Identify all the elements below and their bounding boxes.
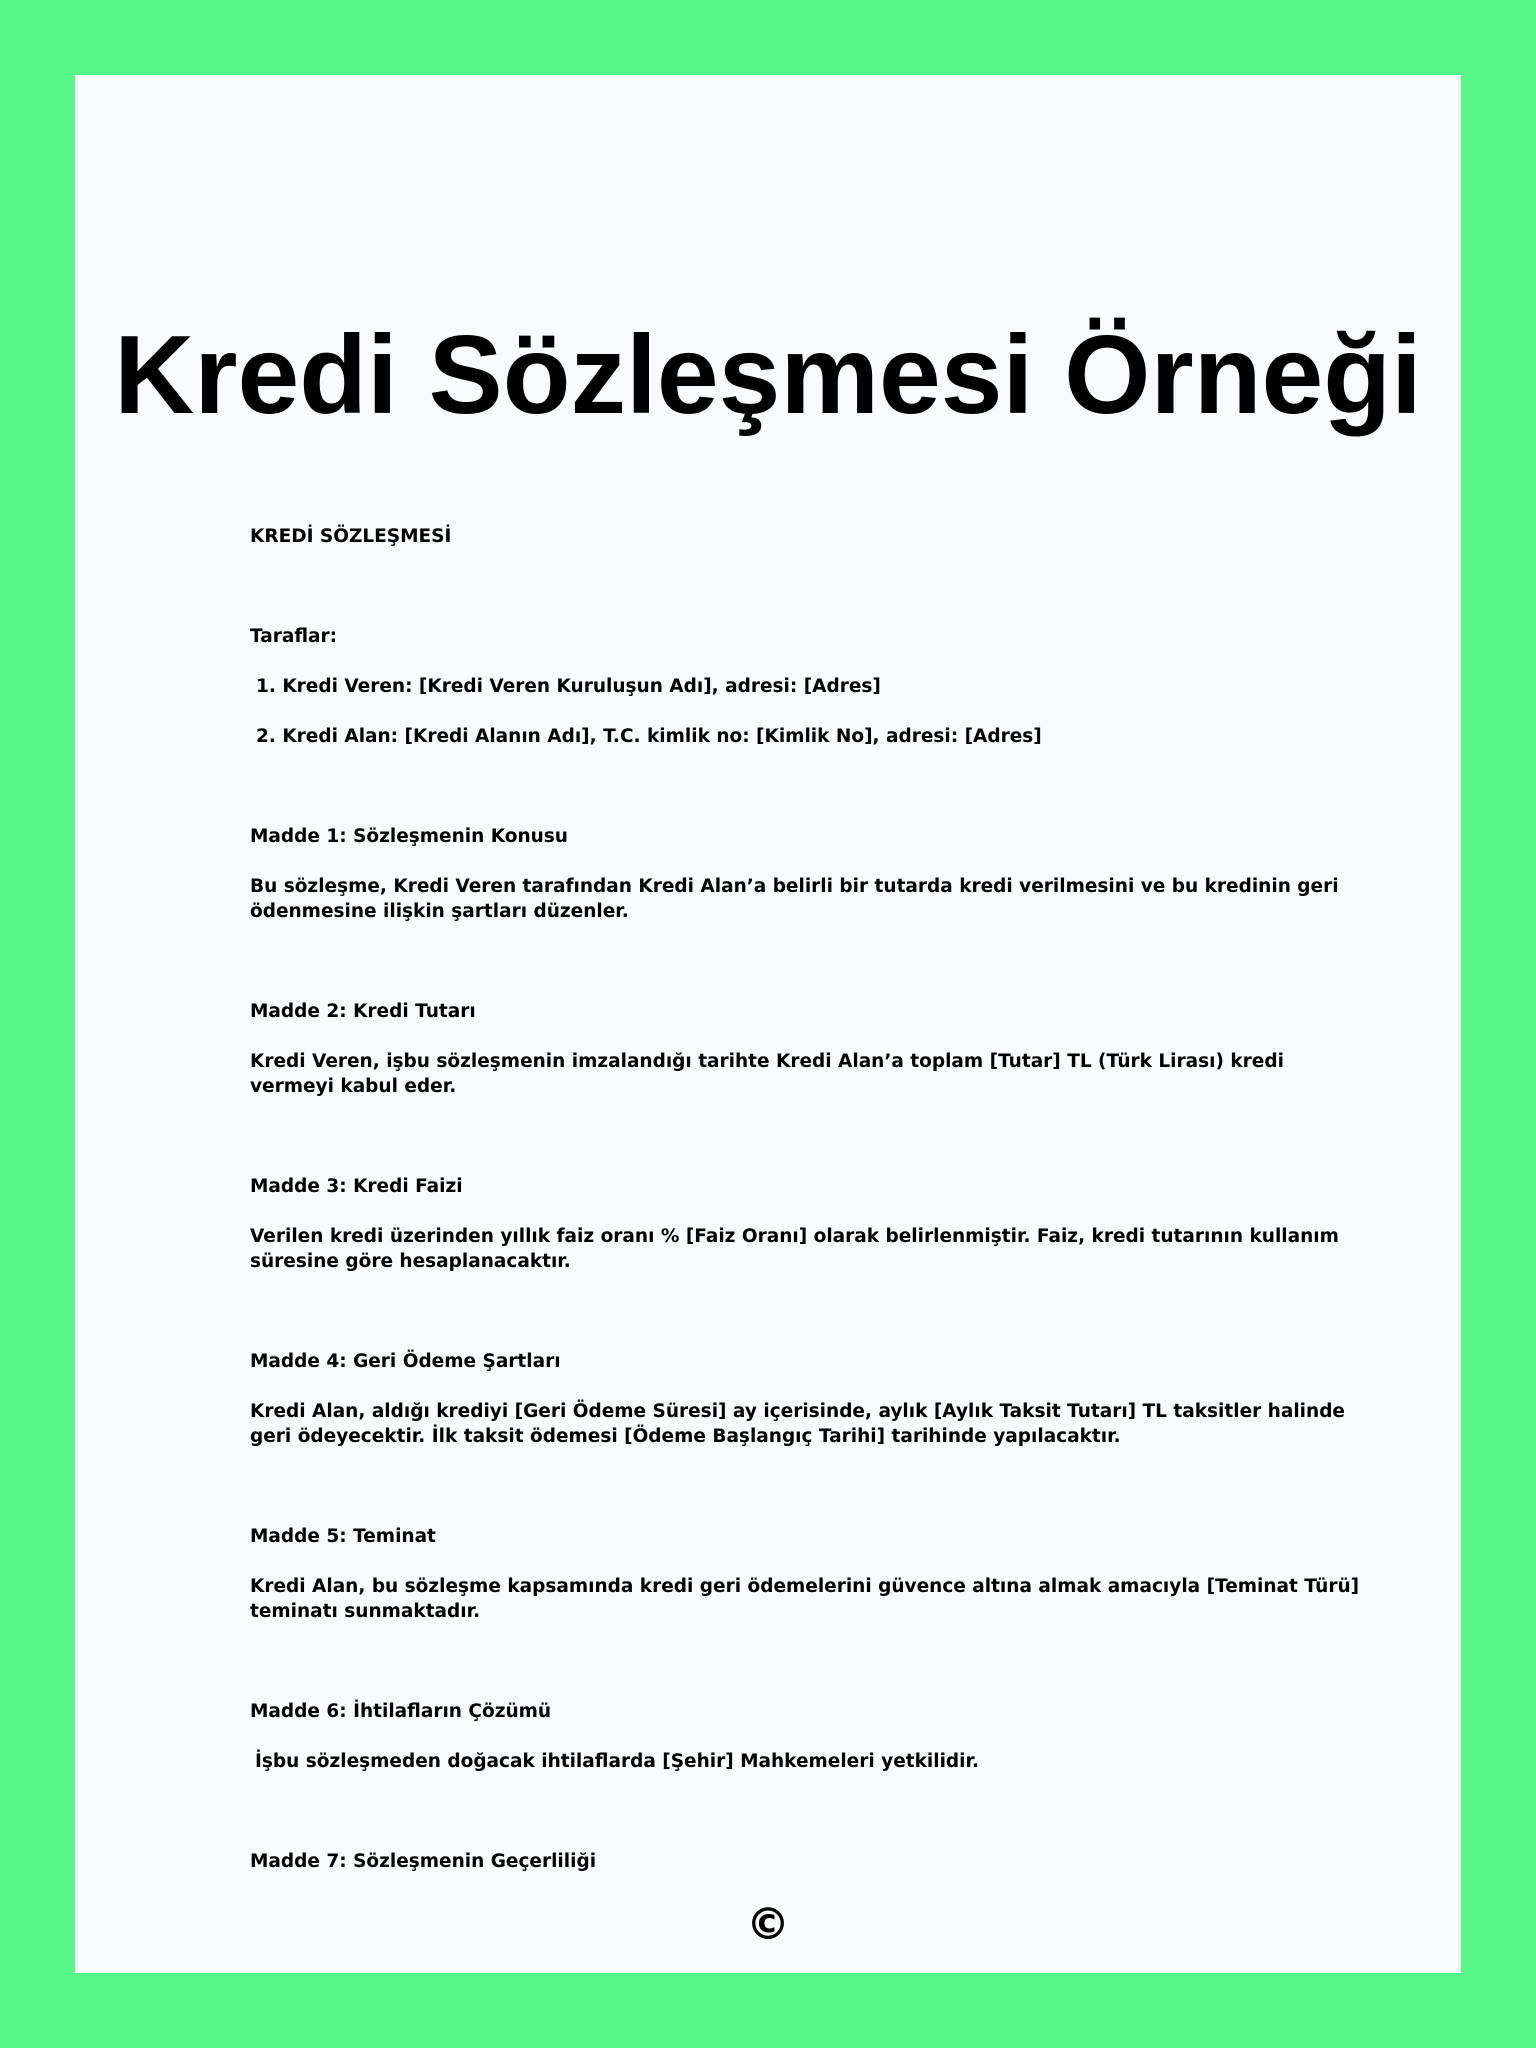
copyright-icon: ©	[746, 1899, 790, 1950]
page-title: Kredi Sözleşmesi Örneği	[114, 313, 1422, 437]
document-content	[250, 524, 1370, 1899]
article-2-body: Kredi Veren, işbu sözleşmenin imzalandığı tarihte Kredi Alan’a toplam [Tutar] TL (Türk Lirası) kredi vermeyi kabul eder.	[250, 1051, 1284, 1097]
article-6-body: İşbu sözleşmeden doğacak ihtilaflarda [Şehir] Mahkemeleri yetkilidir.	[255, 1751, 980, 1772]
contract-heading: KREDİ SÖZLEŞMESİ	[250, 526, 452, 547]
article-5-body: Kredi Alan, bu sözleşme kapsamında kredi geri ödemelerini güvence altına almak amacıyla [Teminat Türü] teminatı sunmaktadır.	[250, 1576, 1360, 1622]
article-6-title: Madde 6: İhtilafların Çözümü	[250, 1701, 552, 1722]
article-5-title: Madde 5: Teminat	[250, 1526, 436, 1547]
article-1-title: Madde 1: Sözleşmenin Konusu	[250, 826, 568, 847]
parties-label: Taraflar:	[250, 626, 338, 647]
party-lender: 1. Kredi Veren: [Kredi Veren Kuruluşun Adı], adresi: [Adres]	[256, 676, 881, 697]
article-3-body: Verilen kredi üzerinden yıllık faiz oranı % [Faiz Oranı] olarak belirlenmiştir. Faiz, kredi tutarının kullanım süresine göre hesaplanacaktır.	[250, 1226, 1339, 1272]
article-7-title: Madde 7: Sözleşmenin Geçerliliği	[250, 1851, 597, 1872]
article-4-body: Kredi Alan, aldığı krediyi [Geri Ödeme Süresi] ay içerisinde, aylık [Aylık Taksit Tutarı] TL taksitler halinde geri ödeyecektir. İlk taksit ödemesi [Ödeme Başlangıç Tarihi] tarihinde yapılacaktır.	[250, 1401, 1345, 1447]
article-1-body: Bu sözleşme, Kredi Veren tarafından Kredi Alan’a belirli bir tutarda kredi verilmesini ve bu kredinin geri ödenmesine ilişkin şartları düzenler.	[250, 876, 1339, 922]
document-page	[75, 75, 1461, 1973]
article-4-title: Madde 4: Geri Ödeme Şartları	[250, 1351, 561, 1372]
party-borrower: 2. Kredi Alan: [Kredi Alanın Adı], T.C. kimlik no: [Kimlik No], adresi: [Adres]	[256, 726, 1042, 747]
article-2-title: Madde 2: Kredi Tutarı	[250, 1001, 476, 1022]
article-3-title: Madde 3: Kredi Faizi	[250, 1176, 463, 1197]
